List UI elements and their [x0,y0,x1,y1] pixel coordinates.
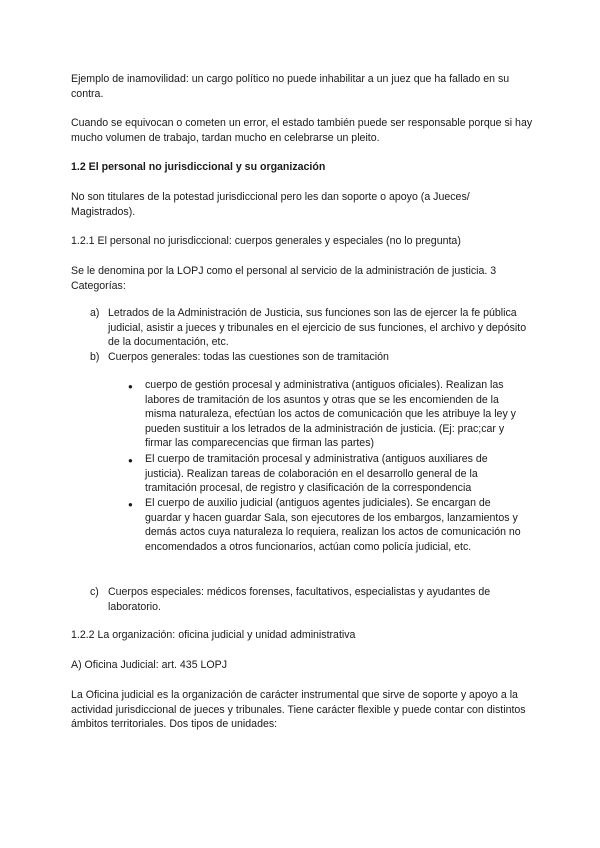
bullet-item-auxilio-judicial: El cuerpo de auxilio judicial (antiguos agentes judiciales). Se encargan de guardar y hacen guardar Sala, son ejecutores de los embargos, lanzamientos y demás actos cuya naturaleza lo requiera, realizan los actos de comunicación no encomendados a otros funcionarios, actúan como policía judicial, etc. [145,497,521,553]
list-marker: a) [90,307,100,319]
paragraph-titulares: No son titulares de la potestad jurisdiccional pero les dan soporte o apoyo (a Jueces/ Magistrados). [71,191,470,218]
paragraph-responsabilidad: Cuando se equivocan o cometen un error, el estado también puede ser responsable porque si hay mucho volumen de trabajo, tardan mucho en celebrarse un pleito. [71,117,533,144]
bullet-marker: ● [128,382,133,391]
list-item-cuerpos-especiales: Cuerpos especiales: médicos forenses, facultativos, especialistas y ayudantes de laboratorio. [108,586,491,613]
list-item-letrados: Letrados de la Administración de Justicia, sus funciones son las de ejercer la fe pública judicial, asistir a jueces y tribunales en el ejercicio de sus funciones, el archivo y depósito de la documentación, etc. [108,307,527,348]
subsection-heading-1-2-1: 1.2.1 El personal no jurisdiccional: cuerpos generales y especiales (no lo pregunta) [71,235,461,247]
paragraph-inamovilidad: Ejemplo de inamovilidad: un cargo político no puede inhabilitar a un juez que ha fallado en su contra. [71,73,510,100]
bullet-marker: ● [128,456,133,465]
bullet-item-gestion-procesal: cuerpo de gestión procesal y administrativa (antiguos oficiales). Realizan las labores de tramitación de los asuntos y otras que se les encomienden de la misma naturaleza, efectúan los actos de comunicación que les atribuye la ley y pueden sustituir a los letrados de la administración de justicia. (Ej: prac;car y firmar las comparecencias que firman las partes) [145,379,516,449]
paragraph-categorias: Se le denomina por la LOPJ como el personal al servicio de la administración de justicia. 3 Categorías: [71,265,497,292]
section-heading-1-2: 1.2 El personal no jurisdiccional y su organización [71,161,326,173]
subsection-heading-1-2-2: 1.2.2 La organización: oficina judicial y unidad administrativa [71,629,356,641]
bullet-marker: ● [128,500,133,509]
paragraph-oficina-judicial: La Oficina judicial es la organización de carácter instrumental que sirve de soporte y apoyo a la actividad jurisdiccional de jueces y tribunales. Tiene carácter flexible y puede contar con distintos ámbitos territoriales. Dos tipos de unidades: [71,689,526,730]
list-marker: c) [90,586,99,598]
paragraph-oficina-judicial-title: A) Oficina Judicial: art. 435 LOPJ [71,659,228,671]
list-marker: b) [90,351,100,363]
bullet-item-tramitacion-procesal: El cuerpo de tramitación procesal y administrativa (antiguos auxiliares de justicia). Realizan tareas de colaboración en el desarrollo general de la tramitación procesal, de registro y clasificación de la correspondencia [145,453,488,494]
list-item-cuerpos-generales: Cuerpos generales: todas las cuestiones son de tramitación [108,351,389,363]
